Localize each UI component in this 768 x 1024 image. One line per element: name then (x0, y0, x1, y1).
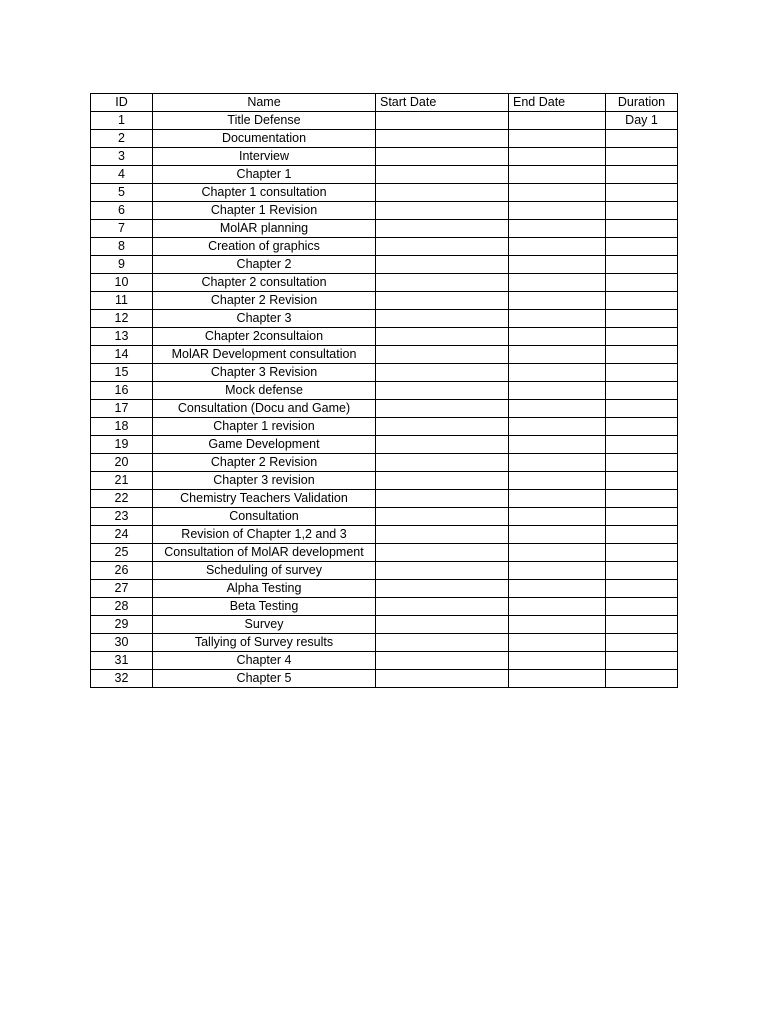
cell-start-date (376, 328, 509, 346)
cell-duration (606, 220, 678, 238)
cell-start-date (376, 454, 509, 472)
cell-name: Revision of Chapter 1,2 and 3 (153, 526, 376, 544)
cell-end-date (509, 310, 606, 328)
cell-duration (606, 184, 678, 202)
cell-duration (606, 598, 678, 616)
cell-duration (606, 148, 678, 166)
cell-name: Scheduling of survey (153, 562, 376, 580)
cell-end-date (509, 616, 606, 634)
cell-duration (606, 346, 678, 364)
cell-duration (606, 166, 678, 184)
cell-end-date (509, 580, 606, 598)
table-row (91, 418, 678, 436)
cell-id: 17 (91, 400, 153, 418)
cell-end-date (509, 364, 606, 382)
cell-duration (606, 400, 678, 418)
cell-end-date (509, 346, 606, 364)
cell-name: Chapter 2 Revision (153, 454, 376, 472)
cell-start-date (376, 490, 509, 508)
cell-id: 7 (91, 220, 153, 238)
table-row (91, 382, 678, 400)
cell-end-date (509, 382, 606, 400)
cell-duration (606, 382, 678, 400)
cell-name: Chapter 5 (153, 670, 376, 688)
cell-end-date (509, 544, 606, 562)
cell-start-date (376, 148, 509, 166)
schedule-table (90, 93, 678, 688)
cell-duration (606, 130, 678, 148)
cell-start-date (376, 364, 509, 382)
cell-start-date (376, 166, 509, 184)
cell-end-date (509, 490, 606, 508)
cell-name: Chapter 4 (153, 652, 376, 670)
table-row (91, 328, 678, 346)
cell-duration (606, 508, 678, 526)
table-row (91, 148, 678, 166)
cell-id: 20 (91, 454, 153, 472)
table-row (91, 184, 678, 202)
cell-duration (606, 274, 678, 292)
cell-start-date (376, 256, 509, 274)
header-id: ID (91, 94, 153, 112)
cell-end-date (509, 472, 606, 490)
cell-start-date (376, 616, 509, 634)
cell-end-date (509, 112, 606, 130)
cell-duration (606, 562, 678, 580)
table-row (91, 436, 678, 454)
cell-name: Chapter 2 Revision (153, 292, 376, 310)
cell-end-date (509, 454, 606, 472)
table-row (91, 400, 678, 418)
cell-end-date (509, 400, 606, 418)
cell-id: 29 (91, 616, 153, 634)
cell-start-date (376, 526, 509, 544)
cell-start-date (376, 346, 509, 364)
cell-id: 4 (91, 166, 153, 184)
cell-name: Survey (153, 616, 376, 634)
cell-duration (606, 580, 678, 598)
cell-duration (606, 544, 678, 562)
table-header (91, 94, 678, 112)
cell-duration (606, 634, 678, 652)
table-row (91, 130, 678, 148)
cell-start-date (376, 382, 509, 400)
cell-name: Interview (153, 148, 376, 166)
cell-id: 12 (91, 310, 153, 328)
cell-start-date (376, 292, 509, 310)
table-row (91, 526, 678, 544)
cell-duration (606, 652, 678, 670)
cell-duration (606, 310, 678, 328)
cell-id: 26 (91, 562, 153, 580)
cell-duration (606, 616, 678, 634)
cell-name: Chapter 2 (153, 256, 376, 274)
cell-duration (606, 436, 678, 454)
cell-id: 1 (91, 112, 153, 130)
cell-start-date (376, 472, 509, 490)
cell-end-date (509, 238, 606, 256)
cell-start-date (376, 670, 509, 688)
cell-id: 30 (91, 634, 153, 652)
cell-start-date (376, 652, 509, 670)
cell-start-date (376, 634, 509, 652)
cell-duration (606, 454, 678, 472)
cell-duration (606, 202, 678, 220)
table-row (91, 652, 678, 670)
cell-id: 9 (91, 256, 153, 274)
cell-end-date (509, 508, 606, 526)
cell-name: Tallying of Survey results (153, 634, 376, 652)
cell-end-date (509, 652, 606, 670)
cell-end-date (509, 148, 606, 166)
cell-name: Chapter 1 (153, 166, 376, 184)
cell-id: 16 (91, 382, 153, 400)
table-body (91, 112, 678, 688)
cell-id: 13 (91, 328, 153, 346)
table-row (91, 364, 678, 382)
cell-id: 28 (91, 598, 153, 616)
table-row (91, 112, 678, 130)
cell-name: Chapter 1 consultation (153, 184, 376, 202)
cell-end-date (509, 634, 606, 652)
cell-id: 5 (91, 184, 153, 202)
cell-end-date (509, 670, 606, 688)
cell-id: 10 (91, 274, 153, 292)
table-row (91, 220, 678, 238)
header-duration: Duration (606, 94, 678, 112)
cell-name: Chapter 2 consultation (153, 274, 376, 292)
cell-id: 6 (91, 202, 153, 220)
cell-duration (606, 418, 678, 436)
cell-name: Chapter 3 Revision (153, 364, 376, 382)
cell-duration (606, 490, 678, 508)
cell-end-date (509, 436, 606, 454)
table-row (91, 580, 678, 598)
table-row (91, 346, 678, 364)
cell-name: Chapter 1 revision (153, 418, 376, 436)
table-row (91, 670, 678, 688)
table-row (91, 310, 678, 328)
cell-name: Chapter 3 (153, 310, 376, 328)
cell-duration (606, 292, 678, 310)
cell-duration (606, 238, 678, 256)
cell-duration (606, 472, 678, 490)
cell-end-date (509, 166, 606, 184)
table-row (91, 256, 678, 274)
table-row (91, 454, 678, 472)
table-row (91, 292, 678, 310)
cell-duration (606, 256, 678, 274)
cell-end-date (509, 130, 606, 148)
cell-start-date (376, 400, 509, 418)
cell-id: 8 (91, 238, 153, 256)
table-row (91, 562, 678, 580)
cell-id: 27 (91, 580, 153, 598)
cell-end-date (509, 292, 606, 310)
cell-id: 18 (91, 418, 153, 436)
cell-name: Title Defense (153, 112, 376, 130)
cell-id: 11 (91, 292, 153, 310)
cell-id: 23 (91, 508, 153, 526)
cell-name: Consultation (153, 508, 376, 526)
cell-name: Creation of graphics (153, 238, 376, 256)
table-row (91, 634, 678, 652)
cell-start-date (376, 184, 509, 202)
cell-duration (606, 328, 678, 346)
cell-id: 25 (91, 544, 153, 562)
cell-start-date (376, 130, 509, 148)
cell-duration (606, 526, 678, 544)
cell-start-date (376, 598, 509, 616)
cell-end-date (509, 274, 606, 292)
cell-start-date (376, 508, 509, 526)
table-row (91, 616, 678, 634)
cell-id: 19 (91, 436, 153, 454)
cell-name: MolAR planning (153, 220, 376, 238)
cell-id: 3 (91, 148, 153, 166)
cell-end-date (509, 598, 606, 616)
cell-end-date (509, 418, 606, 436)
cell-end-date (509, 526, 606, 544)
cell-id: 31 (91, 652, 153, 670)
cell-name: Chapter 2consultaion (153, 328, 376, 346)
cell-end-date (509, 220, 606, 238)
header-name: Name (153, 94, 376, 112)
cell-name: Beta Testing (153, 598, 376, 616)
table-row (91, 274, 678, 292)
cell-id: 21 (91, 472, 153, 490)
cell-name: Consultation (Docu and Game) (153, 400, 376, 418)
cell-end-date (509, 328, 606, 346)
cell-start-date (376, 418, 509, 436)
table-row (91, 544, 678, 562)
cell-duration (606, 364, 678, 382)
table-row (91, 598, 678, 616)
cell-start-date (376, 274, 509, 292)
cell-name: Chemistry Teachers Validation (153, 490, 376, 508)
header-end-date: End Date (509, 94, 606, 112)
cell-id: 32 (91, 670, 153, 688)
table-row (91, 202, 678, 220)
cell-name: Chapter 1 Revision (153, 202, 376, 220)
cell-id: 15 (91, 364, 153, 382)
header-row (91, 94, 678, 112)
table-row (91, 238, 678, 256)
cell-end-date (509, 256, 606, 274)
cell-name: MolAR Development consultation (153, 346, 376, 364)
cell-name: Game Development (153, 436, 376, 454)
cell-start-date (376, 112, 509, 130)
cell-duration (606, 670, 678, 688)
cell-id: 2 (91, 130, 153, 148)
cell-id: 14 (91, 346, 153, 364)
cell-end-date (509, 184, 606, 202)
cell-start-date (376, 436, 509, 454)
cell-name: Chapter 3 revision (153, 472, 376, 490)
cell-duration: Day 1 (606, 112, 678, 130)
cell-name: Consultation of MolAR development (153, 544, 376, 562)
header-start-date: Start Date (376, 94, 509, 112)
cell-id: 22 (91, 490, 153, 508)
cell-name: Alpha Testing (153, 580, 376, 598)
cell-end-date (509, 562, 606, 580)
cell-start-date (376, 202, 509, 220)
cell-name: Documentation (153, 130, 376, 148)
table-row (91, 490, 678, 508)
cell-start-date (376, 544, 509, 562)
table-row (91, 472, 678, 490)
cell-start-date (376, 220, 509, 238)
cell-id: 24 (91, 526, 153, 544)
cell-start-date (376, 580, 509, 598)
cell-name: Mock defense (153, 382, 376, 400)
cell-start-date (376, 310, 509, 328)
table-row (91, 508, 678, 526)
table-row (91, 166, 678, 184)
cell-start-date (376, 238, 509, 256)
cell-start-date (376, 562, 509, 580)
cell-end-date (509, 202, 606, 220)
